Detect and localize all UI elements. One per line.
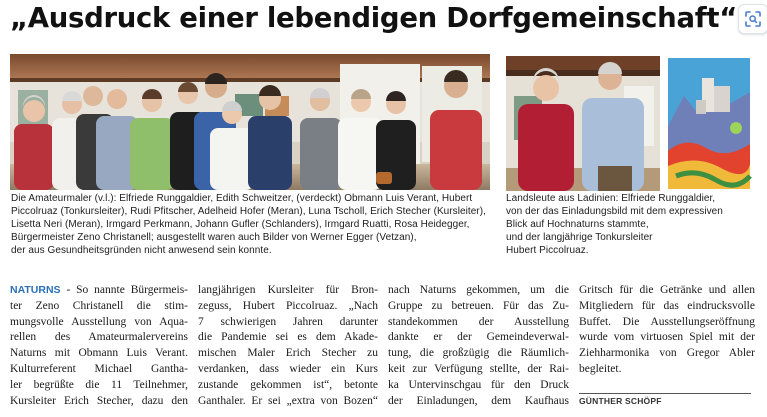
caption-line: Bürgermeister Zeno Christanell; ausgestellt waren auch Bilder von Werner Egger (Vetzan), — [11, 232, 417, 244]
caption-line: und der langjährige Tonkursleiter — [506, 232, 653, 244]
article-line: mischen Maler Erich Stecher zu — [198, 347, 378, 360]
article-line — [10, 283, 188, 299]
article-line: ter Zeno Christanell die stim- — [10, 299, 188, 312]
article-line: Ziehharmonika von Gregor Abler — [579, 347, 755, 360]
article-line: ler begrüßte die 11 Teilnehmer, — [10, 378, 188, 391]
article-line: zeguss, Hubert Piccolruaz. „Nach — [198, 299, 378, 312]
article-line: ka Untervinschgau für den Druck — [388, 378, 569, 391]
couple-photo — [506, 56, 660, 191]
caption-line: Landsleute aus Ladinien: Elfriede Runggaldier, — [506, 193, 716, 204]
article-line: Kulturreferent Michael Gantha- — [10, 362, 188, 375]
article-column-4 — [579, 283, 755, 378]
article-column-1 — [10, 283, 188, 409]
article-line: mungsvolle Ausstellung von Aqua- — [10, 315, 188, 328]
article-line: Buffet. Die Ausstellungseröffnung — [579, 315, 755, 328]
article-line: keit zur Verfügung stellte, der Rai- — [388, 362, 569, 375]
article-line: Gritsch für die Getränke und allen — [579, 284, 755, 296]
article-line: die Pandemie sei es dem Akade- — [198, 331, 378, 344]
caption-line: Die Amateurmaler (v.l.): Elfriede Runggaldier, Edith Schweitzer, (verdeckt) Obmann Luis Verant, Hubert — [11, 193, 473, 204]
author-byline: GÜNTHER SCHÖPF — [579, 396, 662, 406]
caption-line: von der das Einladungsbild mit dem expressiven — [506, 206, 723, 218]
article-line: wurde vom virtuosen Spiel mit der — [579, 331, 755, 344]
article-line: verdanken, dass wieder ein Kurs — [198, 362, 378, 375]
article-line: Gruppe zu betreuen. Für das Zu- — [388, 299, 569, 312]
article-line: Ganthaler. Er sei „extra von Bozen“ — [198, 394, 378, 407]
caption-line: Blick auf Hochnaturns stammte, — [506, 219, 649, 231]
author-divider — [579, 393, 751, 394]
article-line: dankte er der Gemeindeverwal- — [388, 331, 569, 344]
article-line: Naturns mit Obmann Luis Verant. — [10, 347, 188, 360]
article-line: Mitgliedern für das eindrucksvolle — [579, 299, 755, 312]
article-line: langjährigen Kursleiter für Bron- — [198, 284, 378, 296]
article-line: begleitet. — [579, 362, 622, 375]
article-line: rellen des Amateurmalervereins — [10, 331, 188, 344]
headline: „Ausdruck einer lebendigen Dorfgemeinschaft“ — [10, 2, 738, 34]
caption-line: der aus Gesundheitsgründen nicht anwesend sein konnte. — [11, 245, 272, 257]
article-kicker: NATURNS — [10, 284, 61, 296]
article-column-3 — [388, 283, 569, 409]
article-line: Kursleiter Erich Stecher, dazu den — [10, 394, 188, 407]
article-line: standekommen der Ausstellung — [388, 315, 569, 328]
lens-search-icon — [744, 10, 762, 28]
painting-photo — [666, 56, 752, 191]
article-column-2 — [198, 283, 378, 409]
group-photo-caption — [11, 192, 497, 257]
couple-photo-caption — [506, 192, 756, 257]
caption-line: Hubert Piccolruaz. — [506, 245, 589, 257]
article-line: tung, die großzügig die Räumlich- — [388, 347, 569, 360]
article-line: nach Naturns gekommen, um die — [388, 284, 569, 296]
caption-line: Piccolruaz (Tonkursleiter), Rudi Pfitscher, Adelheid Hofer (Meran), Luna Tscholl, Erich Stecher (Kursleiter), — [11, 206, 486, 218]
article-line-text: - So nannte Bürgermeis- — [60, 284, 188, 296]
group-photo — [10, 54, 490, 190]
article-line: 7 schwierigen Jahren darunter — [198, 315, 378, 328]
caption-line: Lisetta Neri (Meran), Irmgard Perkmann, Johann Gufler (Schlanders), Irmgard Ruatti, Rosa Heidegger, — [11, 219, 470, 231]
article-line: zustande gekommen ist“, betonte — [198, 378, 378, 391]
lens-search-button[interactable] — [738, 4, 767, 34]
article-line: der Einladungen, dem Kaufhaus — [388, 394, 569, 407]
